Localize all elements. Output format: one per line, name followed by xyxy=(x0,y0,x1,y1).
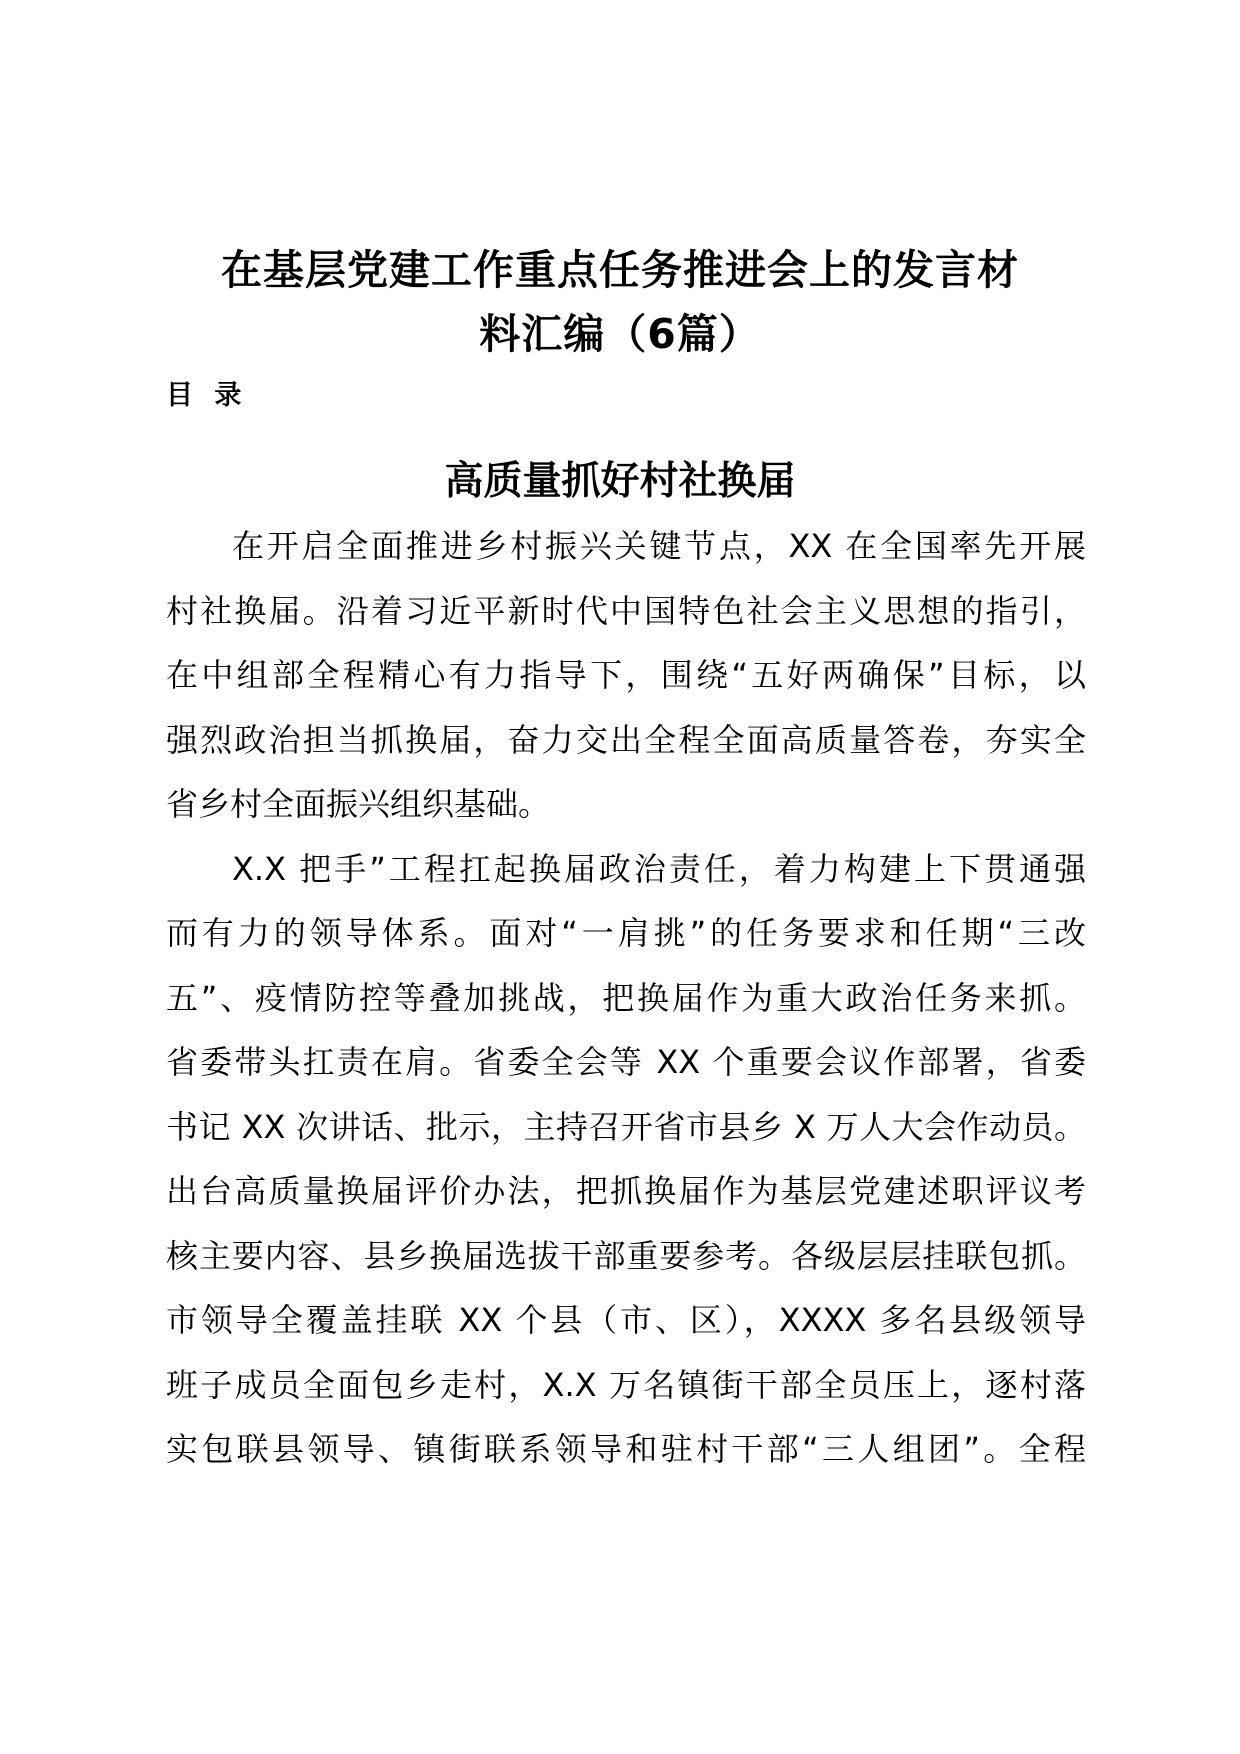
paragraph-line: 而有力的领导体系。面对“一肩挑”的任务要求和任期“三改 xyxy=(166,914,1086,952)
paragraph-line: 班子成员全面包乡走村，X.X 万名镇街干部全员压上，逐村落 xyxy=(166,1365,1086,1404)
paragraph-line: 书记 XX 次讲话、批示，主持召开省市县乡 X 万人大会作动员。 xyxy=(166,1107,1086,1146)
document-title-line-2: 料汇编（6篇） xyxy=(479,310,761,358)
paragraph-line: 省委带头扛责在肩。省委全会等 XX 个重要会议作部署，省委 xyxy=(166,1043,1086,1081)
paragraph-line: 村社换届。沿着习近平新时代中国特色社会主义思想的指引， xyxy=(166,591,1086,630)
paragraph-line: 出台高质量换届评价办法，把抓换届作为基层党建述职评议考 xyxy=(166,1172,1086,1210)
paragraph-line: 五”、疫情防控等叠加挑战，把换届作为重大政治任务来抓。 xyxy=(166,978,1086,1017)
paragraph-line: 在开启全面推进乡村振兴关键节点，XX 在全国率先开展 xyxy=(232,527,1086,565)
section-heading: 高质量抓好村社换届 xyxy=(444,459,796,504)
paragraph-line: 省乡村全面振兴组织基础。 xyxy=(166,785,551,823)
paragraph-line: X.X 把手”工程扛起换届政治责任，着力构建上下贯通强 xyxy=(232,849,1086,888)
paragraph-line: 强烈政治担当抓换届，奋力交出全程全面高质量答卷，夯实全 xyxy=(166,720,1086,759)
paragraph-line: 核主要内容、县乡换届选拔干部重要参考。各级层层挂联包抓。 xyxy=(166,1236,1086,1275)
body-text xyxy=(166,514,1086,1482)
paragraph-line: 实包联县领导、镇街联系领导和驻村干部“三人组团”。全程 xyxy=(166,1430,1086,1468)
document-title-line-1: 在基层党建工作重点任务推进会上的发言材 xyxy=(221,246,1019,294)
table-of-contents-label: 目 录 xyxy=(166,380,248,411)
paragraph-2 xyxy=(166,837,1086,1482)
paragraph-line: 市领导全覆盖挂联 XX 个县（市、区），XXXX 多名县级领导 xyxy=(166,1301,1086,1339)
paragraph-1 xyxy=(166,514,1086,837)
paragraph-line: 在中组部全程精心有力指导下，围绕“五好两确保”目标，以 xyxy=(166,656,1086,694)
document-title xyxy=(150,238,1090,366)
